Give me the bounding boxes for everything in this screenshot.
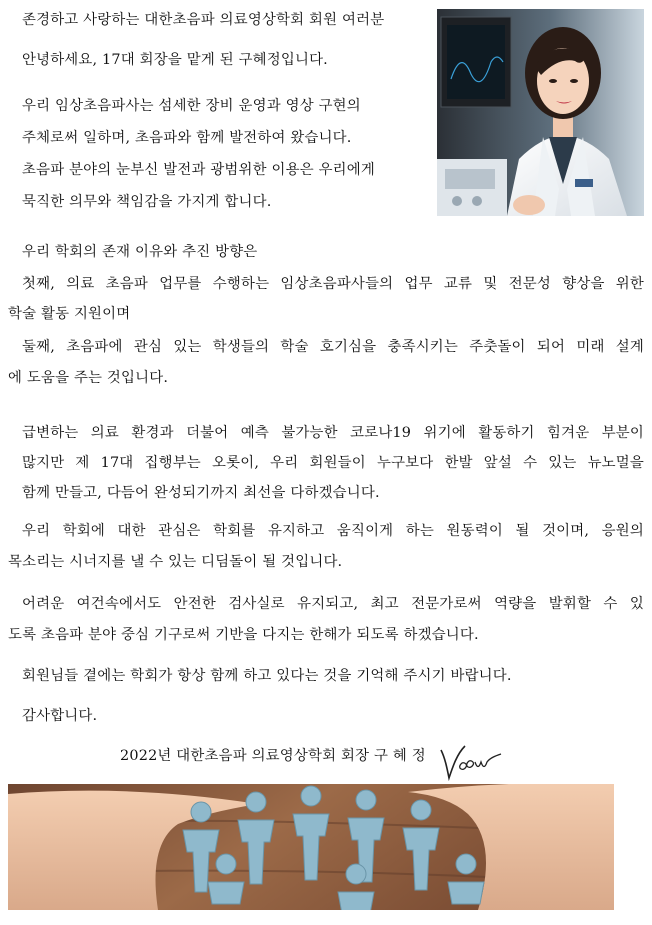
letter-line-18: 도록 초음파 분야 중심 기구로써 기반을 다지는 한해가 되도록 하겠습니다. — [8, 627, 479, 643]
letter-line-8: 첫째, 의료 초음파 업무를 수행하는 임상초음파사들의 업무 교류 및 전문성 향상을 위한 — [22, 276, 644, 292]
letter-line-4: 주체로써 일하며, 초음파와 함께 발전하여 왔습니다. — [22, 130, 352, 146]
letter-line-17: 어려운 여건속에서도 안전한 검사실로 유지되고, 최고 전문가로써 역량을 발휘할 수 있 — [22, 596, 644, 612]
letter-line-6: 묵직한 의무와 책임감을 가지게 합니다. — [22, 194, 272, 210]
letter-line-10: 둘째, 초음파에 관심 있는 학생들의 학술 호기심을 충족시키는 주춧돌이 되어 미래 설계 — [22, 339, 644, 355]
letter-line-7: 우리 학회의 존재 이유와 추진 방향은 — [22, 244, 258, 260]
letter-line-19: 회원님들 곁에는 학회가 항상 함께 하고 있다는 것을 기억해 주시기 바랍니다. — [22, 668, 512, 684]
paper-people-hands-banner — [8, 784, 614, 910]
signature-line: 2022년 대한초음파 의료영상학회 회장 구 혜 정 — [120, 748, 426, 764]
letter-line-20: 감사합니다. — [22, 708, 98, 724]
handwritten-signature — [435, 742, 503, 784]
letter-line-14: 함께 만들고, 다듬어 완성되기까지 최선을 다하겠습니다. — [22, 485, 380, 501]
letter-line-9: 학술 활동 지원이며 — [8, 306, 131, 322]
letter-line-11: 에 도움을 주는 것입니다. — [8, 370, 169, 386]
letter-line-3: 우리 임상초음파사는 섬세한 장비 운영과 영상 구현의 — [22, 98, 361, 114]
letter-line-16: 목소리는 시너지를 낼 수 있는 디딤돌이 될 것입니다. — [8, 554, 343, 570]
president-portrait — [437, 9, 644, 216]
letter-line-1: 존경하고 사랑하는 대한초음파 의료영상학회 회원 여러분 — [22, 12, 385, 28]
letter-line-2: 안녕하세요, 17대 회장을 맡게 된 구혜정입니다. — [22, 52, 328, 68]
letter-line-12: 급변하는 의료 환경과 더불어 예측 불가능한 코로나19 위기에 활동하기 힘겨운 부분이 — [22, 425, 644, 441]
letter-line-5: 초음파 분야의 눈부신 발전과 광범위한 이용은 우리에게 — [22, 162, 375, 178]
letter-line-13: 많지만 제 17대 집행부는 오롯이, 우리 회원들이 누구보다 한발 앞설 수 있는 뉴노멀을 — [22, 455, 644, 471]
letter-line-15: 우리 학회에 대한 관심은 학회를 유지하고 움직이게 하는 원동력이 될 것이며, 응원의 — [22, 523, 644, 539]
